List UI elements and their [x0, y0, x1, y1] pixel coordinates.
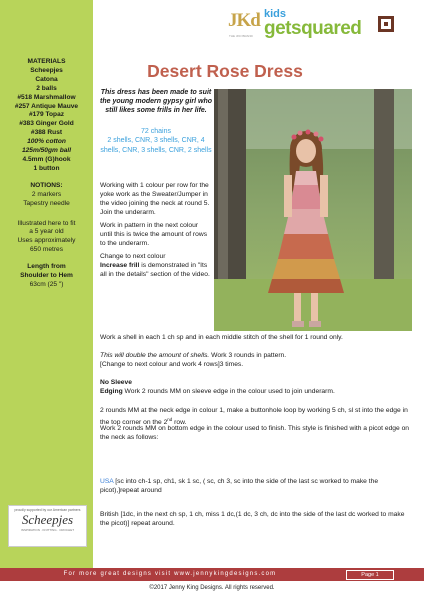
neck-text-end: row. — [172, 419, 187, 427]
illustrated-4: 650 metres — [30, 246, 63, 254]
square-logo-icon — [378, 16, 394, 32]
getsquared-wordmark: getsquared — [264, 18, 362, 39]
british-instructions: British [1dc, in the next ch sp, 1 ch, miss 1 dc,(1 dc, 3 ch, dc into the side of the last dc worked to make the picot)] repeat around. — [100, 511, 405, 527]
fiber: 100% cotton — [27, 138, 66, 146]
pattern-paragraph: Work in pattern in the next colour until this is twice the amount of rows to the underarm. — [100, 222, 208, 247]
sponsor-logo-box — [8, 505, 87, 547]
edging-label: Edging — [100, 388, 123, 395]
frill-text: is demonstrated in "Its all in the details" section of the video. — [100, 262, 210, 278]
double-shells-note: This will double the amount of shells. — [100, 352, 210, 359]
illustrated-1: Illustrated here to fit — [17, 219, 76, 227]
jkd-logo: JKd — [228, 10, 260, 31]
jkd-subtitle: THE JKD BRAND — [229, 34, 253, 38]
bottom-edge-paragraph: Work 2 rounds MM on bottom edge in the colour used to finish. This style is finished with a picot edge on the neck as follows: — [100, 425, 410, 441]
colour-1: #518 Marshmallow — [17, 93, 76, 101]
sponsor-tagline: INSPIRATION · KNITTING · CROCHET — [20, 528, 75, 532]
frill-paragraph — [100, 261, 212, 279]
footer-banner-text[interactable]: For more great designs visit www.jennykingdesigns.com — [63, 571, 277, 577]
brand-logo — [228, 6, 408, 42]
usa-label: USA — [100, 478, 114, 485]
chain-count: 72 chains — [141, 128, 171, 135]
notions-heading: NOTIONS: — [30, 181, 63, 189]
double-shells-line — [100, 351, 412, 360]
sponsor-logo: Scheepjes — [21, 512, 74, 527]
edging-text: Work 2 rounds MM on sleeve edge in the colour used to join underarm. — [122, 388, 335, 395]
hook-size: 4.5mm (G)hook — [22, 155, 71, 163]
yardage: 125m/50gm ball — [21, 147, 72, 155]
yarn-name: Catona — [35, 75, 58, 83]
copyright: ©2017 Jenny King Designs. All rights reserved. — [149, 585, 275, 591]
yarn-brand: Scheepjes — [30, 66, 63, 74]
length-heading-1: Length from — [27, 263, 66, 271]
shell-paragraph: Work a shell in each 1 ch sp and in each middle stitch of the shell for 1 round only. — [100, 334, 343, 341]
usa-instructions — [100, 477, 412, 495]
page-number: Page 1 — [346, 570, 394, 580]
sidebar — [0, 0, 93, 568]
neck-superscript: nd — [167, 417, 173, 422]
work-rounds-text: Work 3 rounds in pattern. — [209, 352, 287, 359]
change-colour-line: Change to next colour — [100, 253, 166, 260]
illustrated-3: Uses approximately — [17, 237, 76, 245]
materials-heading: MATERIALS — [27, 58, 66, 65]
yarn-balls: 2 balls — [36, 84, 57, 92]
usa-text: [sc into ch-1 sp, ch1, sk 1 sc, ( sc, ch 3, sc into the side of the last sc worked to make the picot),]repeat around — [100, 478, 379, 494]
no-sleeve-heading: No Sleeve — [100, 379, 132, 386]
length-value: 63cm (25 ") — [29, 280, 64, 288]
materials-panel — [0, 58, 93, 290]
sponsor-caption: proudly supported by our American partners — [14, 508, 81, 512]
intro-text: This dress has been made to suit the young modern gypsy girl who still likes some frills in her life. — [100, 89, 213, 114]
frill-label: Increase frill — [100, 262, 140, 269]
shell-sequence: 2 shells, CNR, 3 shells, CNR, 4 shells, CNR, 3 shells, CNR, 2 shells — [100, 137, 212, 154]
colour-3: #179 Topaz — [28, 111, 65, 119]
buttons: 1 button — [33, 164, 60, 172]
yoke-paragraph: Working with 1 colour per row for the yoke work as the Sweater/Jumper in the video joining the neck at round 5. Join the underarm. — [100, 182, 210, 216]
footer-banner — [0, 568, 424, 581]
page-title: Desert Rose Dress — [147, 61, 303, 81]
colour-5: #388 Rust — [30, 129, 63, 137]
girl-in-dress-image — [214, 89, 412, 331]
colour-2: #257 Antique Mauve — [14, 102, 79, 110]
colour-4: #383 Ginger Gold — [19, 120, 74, 128]
notion-2: Tapestry needle — [23, 199, 70, 207]
dress-photo — [214, 89, 412, 331]
notion-1: 2 markers — [31, 190, 62, 198]
kids-wordmark: kids — [264, 8, 287, 20]
change-rows-line: [Change to next colour and work 4 rows]3 times. — [100, 361, 244, 368]
neck-text: 2 rounds MM at the neck edge in colour 1, make a buttonhole loop by working 5 ch, sl st into the edge in the top corner on the 2 — [100, 407, 408, 427]
edging-paragraph — [100, 387, 412, 396]
illustrated-2: a 5 year old — [29, 228, 64, 236]
length-heading-2: Shoulder to Hem — [20, 272, 73, 280]
chain-instructions — [100, 127, 212, 155]
